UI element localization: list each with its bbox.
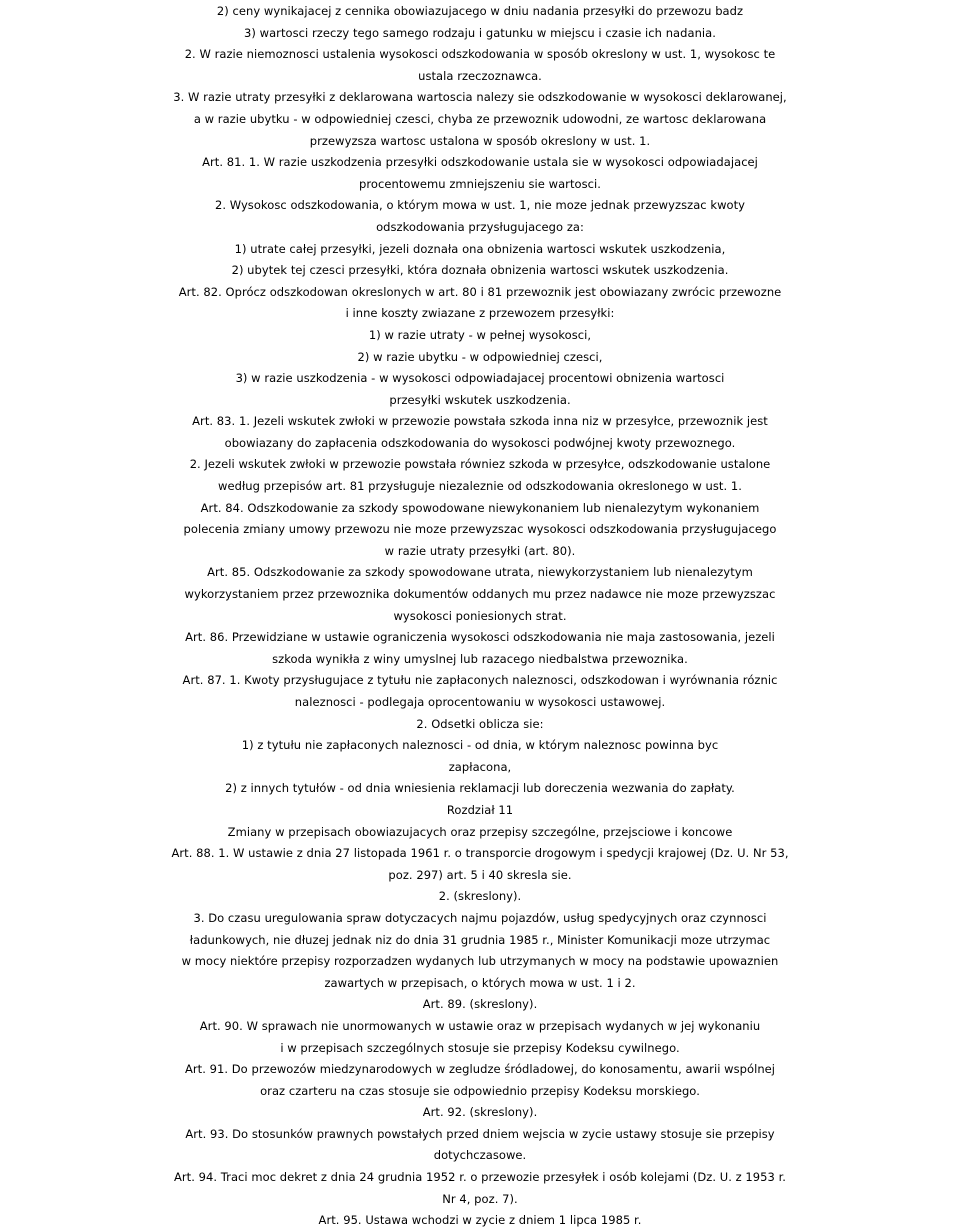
text-line: 1) z tytułu nie zapłaconych naleznosci - od dnia, w którym naleznosc powinna byc xyxy=(241,738,719,753)
text-line: 1) utrate całej przesyłki, jezeli doznała ona obnizenia wartosci wskutek uszkodzenia, xyxy=(234,241,726,256)
text-line: 2. W razie niemoznosci ustalenia wysokosci odszkodowania w sposób okreslony w ust. 1, wysokosc te xyxy=(184,47,776,62)
text-line: ustala rzeczoznawca. xyxy=(418,68,542,83)
text-line: oraz czarteru na czas stosuje sie odpowiednio przepisy Kodeksu morskiego. xyxy=(260,1083,700,1098)
text-line: Art. 89. (skreslony). xyxy=(422,997,538,1012)
text-line: Art. 81. 1. W razie uszkodzenia przesyłki odszkodowanie ustala sie w wysokosci odpowiadajacej xyxy=(202,155,758,170)
text-line: 3. W razie utraty przesyłki z deklarowana wartoscia nalezy sie odszkodowanie w wysokosci deklarowanej, xyxy=(173,90,787,105)
text-line: odszkodowania przysługujacego za: xyxy=(376,219,584,234)
text-line: Art. 82. Oprócz odszkodowan okreslonych w art. 80 i 81 przewoznik jest obowiazany zwrócic przewozne xyxy=(178,284,782,299)
text-line: zawartych w przepisach, o których mowa w ust. 1 i 2. xyxy=(324,975,636,990)
text-line: wykorzystaniem przez przewoznika dokumentów oddanych mu przez nadawce nie moze przewyzszac xyxy=(184,587,776,602)
text-line: przesyłki wskutek uszkodzenia. xyxy=(389,392,571,407)
text-line: 2. Wysokosc odszkodowania, o którym mowa w ust. 1, nie moze jednak przewyzszac kwoty xyxy=(214,198,746,213)
text-line: 3) w razie uszkodzenia - w wysokosci odpowiadajacej procentowi obnizenia wartosci xyxy=(235,371,725,386)
text-line: Art. 94. Traci moc dekret z dnia 24 grudnia 1952 r. o przewozie przesyłek i osób kolejami (Dz. U. z 1953 r. xyxy=(173,1170,787,1185)
text-line: Art. 90. W sprawach nie unormowanych w ustawie oraz w przepisach wydanych w jej wykonaniu xyxy=(199,1018,761,1033)
text-line: 2) w razie ubytku - w odpowiedniej czesci, xyxy=(357,349,603,364)
text-line: Art. 88. 1. W ustawie z dnia 27 listopada 1961 r. o transporcie drogowym i spedycji krajowej (Dz. U. Nr 53, xyxy=(171,846,789,861)
text-line: Art. 95. Ustawa wchodzi w zycie z dniem 1 lipca 1985 r. xyxy=(318,1213,642,1228)
text-line: 3) wartosci rzeczy tego samego rodzaju i gatunku w miejscu i czasie ich nadania. xyxy=(244,25,716,40)
text-line: Art. 83. 1. Jezeli wskutek zwłoki w przewozie powstała szkoda inna niz w przesyłce, przewoznik jest xyxy=(192,414,768,429)
text-line: i inne koszty zwiazane z przewozem przesyłki: xyxy=(345,306,615,321)
text-line: w mocy niektóre przepisy rozporzadzen wydanych lub utrzymanych w mocy na podstawie upowaznien xyxy=(181,954,779,969)
text-line: procentowemu zmniejszeniu sie wartosci. xyxy=(359,176,601,191)
text-line: wysokosci poniesionych strat. xyxy=(393,608,567,623)
text-line: Art. 85. Odszkodowanie za szkody spowodowane utrata, niewykorzystaniem lub nienalezytym xyxy=(207,565,753,580)
text-line: 2) ceny wynikajacej z cennika obowiazujacego w dniu nadania przesyłki do przewozu badz xyxy=(216,4,744,18)
text-line: poz. 297) art. 5 i 40 skresla sie. xyxy=(388,867,572,882)
chapter-heading: Rozdział 11 xyxy=(446,802,514,817)
text-line: i w przepisach szczególnych stosuje sie przepisy Kodeksu cywilnego. xyxy=(280,1040,680,1055)
text-line: 2. Odsetki oblicza sie: xyxy=(416,716,544,731)
text-line: polecenia zmiany umowy przewozu nie moze przewyzszac wysokosci odszkodowania przysługujacego xyxy=(183,522,777,537)
chapter-title: Zmiany w przepisach obowiazujacych oraz przepisy szczególne, przejsciowe i koncowe xyxy=(227,824,733,839)
text-line: szkoda wynikła z winy umyslnej lub razacego niedbalstwa przewoznika. xyxy=(272,651,688,666)
text-line: a w razie ubytku - w odpowiedniej czesci, chyba ze przewoznik udowodni, ze wartosc deklarowana xyxy=(193,111,767,126)
text-line: Art. 86. Przewidziane w ustawie ograniczenia wysokosci odszkodowania nie maja zastosowania, jezeli xyxy=(185,630,775,645)
text-line: dotychczasowe. xyxy=(433,1148,527,1163)
text-line: Art. 92. (skreslony). xyxy=(422,1105,538,1120)
text-line: naleznosci - podlegaja oprocentowaniu w wysokosci ustawowej. xyxy=(294,695,666,709)
text-line: Art. 93. Do stosunków prawnych powstałych przed dniem wejscia w zycie ustawy stosuje sie przepisy xyxy=(185,1126,775,1141)
text-line: w razie utraty przesyłki (art. 80). xyxy=(384,543,576,558)
text-line: 3. Do czasu uregulowania spraw dotyczacych najmu pojazdów, usług spedycyjnych oraz czynnosci xyxy=(193,910,767,925)
text-line: ładunkowych, nie dłuzej jednak niz do dnia 31 grudnia 1985 r., Minister Komunikacji moze utrzymac xyxy=(189,932,771,947)
text-line: Art. 91. Do przewozów miedzynarodowych w zegludze śródladowej, do konosamentu, awarii wspólnej xyxy=(184,1062,776,1077)
text-line: 2. Jezeli wskutek zwłoki w przewozie powstała równiez szkoda w przesyłce, odszkodowanie ustalone xyxy=(189,457,771,472)
text-line: zapłacona, xyxy=(448,759,512,774)
text-line: według przepisów art. 81 przysługuje niezaleznie od odszkodowania okreslonego w ust. 1. xyxy=(218,479,742,494)
text-line: 2. (skreslony). xyxy=(438,889,522,904)
text-line: Nr 4, poz. 7). xyxy=(442,1191,518,1206)
text-line: Art. 84. Odszkodowanie za szkody spowodowane niewykonaniem lub nienalezytym wykonaniem xyxy=(200,500,760,515)
text-line: obowiazany do zapłacenia odszkodowania do wysokosci podwójnej kwoty przewoznego. xyxy=(224,435,736,450)
text-line: 2) ubytek tej czesci przesyłki, która doznała obnizenia wartosci wskutek uszkodzenia. xyxy=(231,263,729,278)
text-line: 2) z innych tytułów - od dnia wniesienia reklamacji lub doreczenia wezwania do zapłaty. xyxy=(225,781,735,796)
text-line: Art. 87. 1. Kwoty przysługujace z tytułu nie zapłaconych naleznosci, odszkodowan i wyrównania róznic xyxy=(182,673,778,688)
text-line: 1) w razie utraty - w pełnej wysokosci, xyxy=(368,327,592,342)
text-line: przewyzsza wartosc ustalona w sposób okreslony w ust. 1. xyxy=(309,133,651,148)
